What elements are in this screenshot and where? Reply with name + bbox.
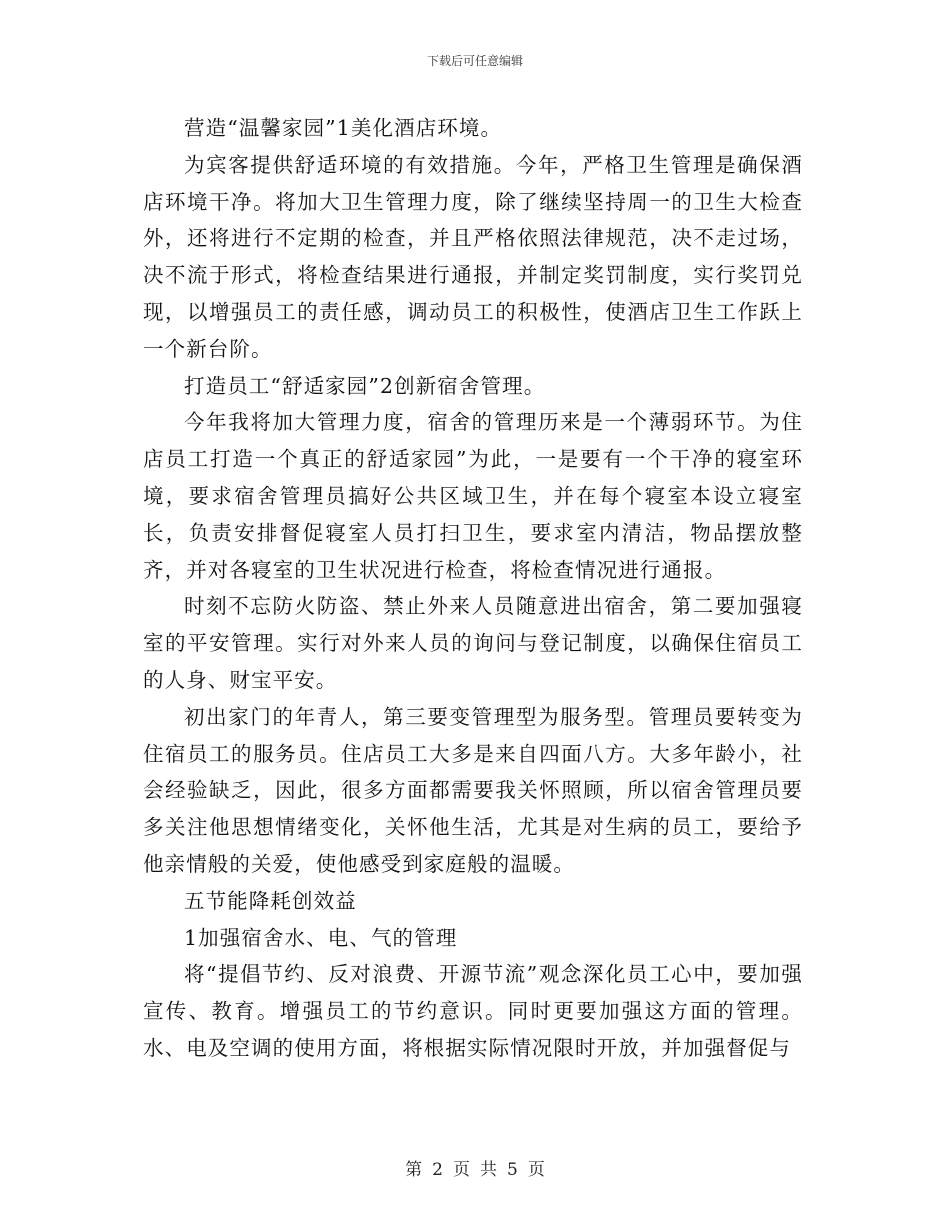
paragraph-9: 将“提倡节约、反对浪费、开源节流”观念深化员工心中，要加强宣传、教育。增强员工的节约意识。同时更要加强这方面的管理。水、电及空调的使用方面，将根据实际情况限时开放，并加强督促与 <box>143 962 803 1060</box>
footer-total-pages: 5 <box>507 1160 518 1180</box>
paragraph-4: 今年我将加大管理力度，宿舍的管理历来是一个薄弱环节。为住店员工打造一个真正的舒适家园”为此，一是要有一个干净的寝室环境，要求宿舍管理员搞好公共区域卫生，并在每个寝室本设立寝室长，负责安排督促寝室人员打扫卫生，要求室内清洁，物品摆放整齐，并对各寝室的卫生状况进行检查，将检查情况进行通报。 <box>143 410 803 582</box>
section-heading-5: 五节能降耗创效益 <box>184 888 357 913</box>
footer-label-ye: 页 <box>453 1160 470 1180</box>
paragraph-6: 初出家门的年青人，第三要变管理型为服务型。管理员要转变为住宿员工的服务员。住店员工大多是来自四面八方。大多年龄小，社会经验缺乏，因此，很多方面都需要我关怀照顾，所以宿舍管理员要多关注他思想情绪变化，关怀他生活，尤其是对生病的员工，要给予他亲情般的关爱，使他感受到家庭般的温暖。 <box>143 704 803 876</box>
paragraph-3: 打造员工“舒适家园”2创新宿舍管理。 <box>184 373 546 398</box>
footer-label-gong: 共 <box>480 1160 497 1180</box>
paragraph-1: 营造“温馨家园”1美化酒店环境。 <box>184 116 503 140</box>
paragraph-5: 时刻不忘防火防盗、禁止外来人员随意进出宿舍，第二要加强寝室的平安管理。实行对外来人员的询问与登记制度，以确保住宿员工的人身、财宝平安。 <box>143 594 803 692</box>
subsection-heading-1: 1加强宿舍水、电、气的管理 <box>184 925 458 950</box>
footer-current-page: 2 <box>432 1160 443 1180</box>
footer-label-di: 第 <box>405 1160 423 1180</box>
document-body <box>143 110 803 1067</box>
paragraph-2: 为宾客提供舒适环境的有效措施。今年，严格卫生管理是确保酒店环境干净。将加大卫生管理力度，除了继续坚持周一的卫生大检查外，还将进行不定期的检查，并且严格依照法律规范，决不走过场，决不流于形式，将检查结果进行通报，并制定奖罚制度，实行奖罚兑现，以增强员工的责任感，调动员工的积极性，使酒店卫生工作跃上一个新台阶。 <box>143 152 803 361</box>
page-header: 下载后可任意编辑 <box>426 54 523 68</box>
footer-label-ye-end: 页 <box>527 1160 545 1180</box>
page-footer <box>0 1155 950 1180</box>
